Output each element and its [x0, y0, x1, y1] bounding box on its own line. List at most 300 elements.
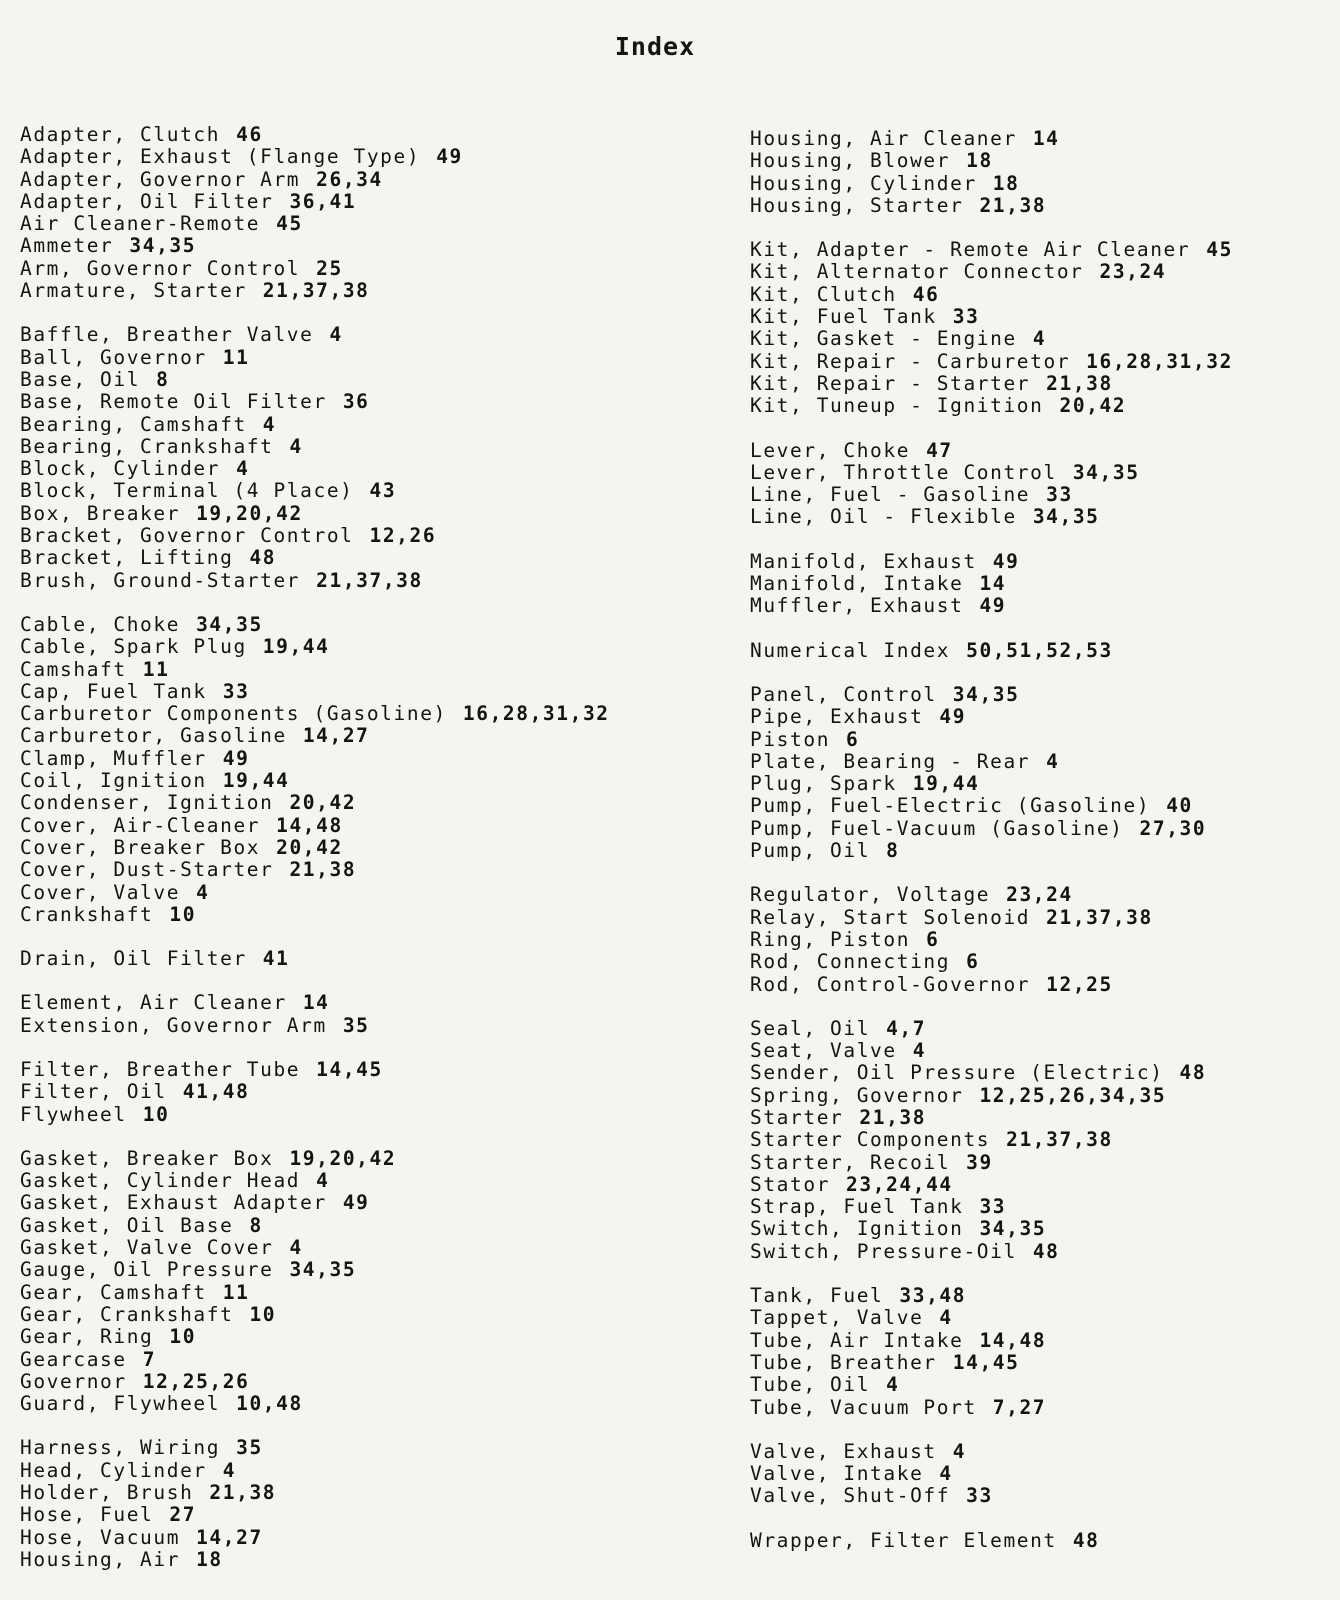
- index-entry: [750, 907, 1233, 929]
- entry-pages: 4: [289, 1236, 303, 1260]
- entry-name: Bearing, Crankshaft: [20, 434, 274, 458]
- index-entry: [20, 1349, 610, 1371]
- entry-pages: 23,24,44: [846, 1172, 953, 1196]
- index-entry: [20, 1059, 610, 1081]
- entry-name: Adapter, Exhaust (Flange Type): [20, 145, 421, 169]
- entry-name: Gasket, Cylinder Head: [20, 1169, 301, 1193]
- index-entry: [20, 347, 610, 369]
- entry-name: Stator: [750, 1172, 831, 1196]
- entry-pages: 4: [1032, 327, 1047, 351]
- entry-name: Element, Air Cleaner: [20, 991, 287, 1015]
- entry-name: Box, Breaker: [20, 501, 181, 525]
- index-group: [20, 1148, 610, 1416]
- entry-pages: 19,20,42: [289, 1146, 397, 1170]
- index-entry: [750, 1397, 1233, 1419]
- index-entry: [20, 213, 610, 235]
- entry-name: Gauge, Oil Pressure: [20, 1258, 274, 1282]
- index-entry: [20, 1304, 610, 1326]
- entry-name: Governor: [20, 1369, 127, 1393]
- page-title: Index: [614, 32, 696, 61]
- entry-name: Kit, Gasket - Engine: [750, 327, 1017, 351]
- entry-name: Kit, Adapter - Remote Air Cleaner: [750, 238, 1191, 262]
- entry-pages: 14,27: [196, 1525, 263, 1549]
- index-entry: [750, 573, 1233, 595]
- entry-name: Tappet, Valve: [750, 1306, 924, 1330]
- entry-name: Rod, Control-Governor: [750, 972, 1031, 996]
- entry-pages: 11: [222, 345, 250, 369]
- entry-name: Ring, Piston: [750, 927, 911, 951]
- entry-pages: 33: [222, 679, 250, 703]
- entry-pages: 14: [1032, 127, 1060, 150]
- entry-pages: 25: [316, 256, 343, 280]
- index-entry: [750, 551, 1233, 573]
- index-entry: [20, 1371, 610, 1393]
- entry-name: Spring, Governor: [750, 1083, 964, 1107]
- index-entry: [750, 1241, 1233, 1263]
- index-entry: [750, 1040, 1233, 1062]
- index-group: [20, 124, 610, 302]
- entry-pages: 12,25,26: [142, 1369, 250, 1393]
- entry-pages: 14: [979, 572, 1007, 596]
- index-entry: [750, 884, 1233, 906]
- index-entry: [750, 195, 1233, 217]
- entry-pages: 10: [249, 1302, 277, 1326]
- entry-pages: 18: [992, 171, 1020, 195]
- entry-name: Kit, Alternator Connector: [750, 260, 1084, 284]
- entry-pages: 35: [342, 1013, 370, 1037]
- entry-name: Cover, Dust-Starter: [20, 858, 274, 882]
- entry-name: Base, Oil: [20, 367, 141, 391]
- entry-pages: 14,48: [276, 813, 343, 837]
- entry-name: Adapter, Governor Arm: [20, 167, 301, 191]
- index-entry: [750, 351, 1233, 373]
- entry-name: Gear, Ring: [20, 1325, 154, 1349]
- entry-name: Rod, Connecting: [750, 950, 951, 974]
- index-entry: [750, 951, 1233, 973]
- entry-pages: 16,28,31,32: [1086, 349, 1233, 373]
- entry-pages: 21,38: [289, 858, 357, 882]
- entry-name: Starter: [750, 1105, 844, 1129]
- index-entry: [750, 239, 1233, 261]
- entry-pages: 14,48: [979, 1328, 1047, 1352]
- entry-pages: 7: [142, 1347, 157, 1371]
- index-entry: [20, 725, 610, 747]
- index-entry: [750, 1107, 1233, 1129]
- index-entry: [20, 436, 610, 458]
- entry-name: Filter, Oil: [20, 1080, 167, 1104]
- index-group: [750, 1441, 1233, 1508]
- index-entry: [20, 815, 610, 837]
- entry-name: Valve, Shut-Off: [750, 1484, 951, 1508]
- index-entry: [20, 480, 610, 502]
- entry-name: Housing, Air Cleaner: [750, 127, 1017, 150]
- entry-name: Kit, Fuel Tank: [750, 305, 937, 329]
- entry-name: Gear, Camshaft: [20, 1280, 207, 1304]
- entry-pages: 11: [142, 657, 170, 681]
- entry-name: Carburetor, Gasoline: [20, 724, 287, 748]
- index-entry: [750, 1441, 1233, 1463]
- entry-name: Housing, Starter: [750, 193, 964, 217]
- entry-name: Brush, Ground-Starter: [20, 568, 301, 592]
- entry-pages: 16,28,31,32: [462, 702, 610, 726]
- index-entry: [20, 1237, 610, 1259]
- entry-name: Air Cleaner-Remote: [20, 212, 261, 236]
- index-group: [750, 884, 1233, 995]
- entry-name: Crankshaft: [20, 902, 154, 926]
- index-entry: [20, 1282, 610, 1304]
- entry-name: Harness, Wiring: [20, 1436, 221, 1460]
- entry-pages: 4: [289, 434, 303, 458]
- index-entry: [20, 1393, 610, 1415]
- index-entry: [750, 595, 1233, 617]
- entry-name: Filter, Breather Tube: [20, 1057, 301, 1081]
- index-entry: [750, 1352, 1233, 1374]
- entry-pages: 48: [1179, 1061, 1207, 1085]
- entry-pages: 35: [236, 1436, 263, 1460]
- entry-name: Holder, Brush: [20, 1481, 194, 1505]
- index-entry: [750, 1196, 1233, 1218]
- index-entry: [750, 1018, 1233, 1040]
- index-entry: [20, 992, 610, 1014]
- index-entry: [750, 818, 1233, 840]
- entry-pages: 6: [966, 950, 980, 974]
- index-entry: [20, 570, 610, 592]
- entry-pages: 41: [262, 947, 290, 971]
- index-entry: [750, 1062, 1233, 1084]
- index-entry: [20, 636, 610, 658]
- entry-name: Block, Cylinder: [20, 457, 221, 481]
- index-group: [20, 948, 610, 970]
- entry-pages: 21,38: [209, 1481, 277, 1505]
- index-entry: [20, 837, 610, 859]
- entry-pages: 50,51,52,53: [966, 638, 1113, 662]
- index-entry: [20, 1170, 610, 1192]
- entry-name: Adapter, Oil Filter: [20, 189, 274, 213]
- entry-name: Ammeter: [20, 234, 114, 258]
- entry-name: Pump, Fuel-Vacuum (Gasoline): [750, 816, 1124, 840]
- entry-pages: 21,38: [979, 193, 1047, 217]
- entry-pages: 36: [342, 390, 370, 414]
- entry-name: Ball, Governor: [20, 345, 207, 369]
- index-entry: [750, 840, 1233, 862]
- entry-pages: 34,35: [952, 682, 1020, 706]
- entry-pages: 33,48: [899, 1284, 967, 1308]
- entry-name: Lever, Throttle Control: [750, 460, 1057, 484]
- entry-pages: 19,44: [262, 635, 330, 659]
- index-entry: [20, 124, 610, 146]
- entry-name: Wrapper, Filter Element: [750, 1528, 1057, 1552]
- entry-pages: 12,25,26,34,35: [979, 1083, 1167, 1107]
- entry-name: Bracket, Governor Control: [20, 524, 354, 548]
- entry-name: Clamp, Muffler: [20, 746, 207, 770]
- index-group: [750, 551, 1233, 618]
- index-entry: [20, 882, 610, 904]
- entry-name: Housing, Air: [20, 1547, 181, 1571]
- entry-name: Base, Remote Oil Filter: [20, 390, 327, 414]
- entry-pages: 4: [939, 1462, 953, 1486]
- entry-pages: 4: [222, 1458, 237, 1482]
- index-entry: [750, 684, 1233, 706]
- entry-pages: 6: [846, 727, 860, 751]
- index-entry: [20, 904, 610, 926]
- entry-pages: 4: [939, 1306, 953, 1330]
- entry-name: Bracket, Lifting: [20, 546, 234, 570]
- entry-name: Seal, Oil: [750, 1016, 871, 1040]
- entry-pages: 23,24: [1006, 883, 1073, 907]
- entry-name: Cable, Choke: [20, 612, 181, 636]
- entry-name: Hose, Fuel: [20, 1503, 154, 1527]
- entry-pages: 39: [966, 1150, 993, 1174]
- entry-pages: 19,20,42: [196, 501, 303, 525]
- index-entry: [20, 770, 610, 792]
- index-group: [750, 1530, 1233, 1552]
- index-group: [750, 239, 1233, 417]
- entry-name: Drain, Oil Filter: [20, 947, 247, 971]
- index-entry: [20, 681, 610, 703]
- entry-pages: 49: [992, 549, 1020, 573]
- index-entry: [750, 1218, 1233, 1240]
- entry-pages: 4: [262, 412, 277, 436]
- index-group: [750, 128, 1233, 217]
- index-entry: [20, 1104, 610, 1126]
- entry-pages: 10: [169, 902, 197, 926]
- entry-pages: 4: [236, 457, 250, 481]
- entry-name: Cable, Spark Plug: [20, 635, 247, 659]
- entry-name: Tube, Breather: [750, 1350, 937, 1374]
- entry-pages: 34,35: [1072, 460, 1140, 484]
- entry-name: Coil, Ignition: [20, 769, 207, 793]
- entry-pages: 18: [196, 1547, 223, 1571]
- entry-name: Housing, Cylinder: [750, 171, 977, 195]
- entry-name: Gearcase: [20, 1347, 127, 1371]
- entry-name: Gasket, Oil Base: [20, 1213, 234, 1237]
- entry-pages: 11: [222, 1280, 250, 1304]
- entry-name: Gasket, Valve Cover: [20, 1236, 274, 1260]
- index-entry: [20, 1259, 610, 1281]
- index-group: [750, 440, 1233, 529]
- index-entry: [20, 1504, 610, 1526]
- index-entry: [20, 948, 610, 970]
- index-entry: [750, 1152, 1233, 1174]
- entry-pages: 21,37,38: [316, 568, 423, 592]
- index-entry: [750, 261, 1233, 283]
- index-entry: [20, 1326, 610, 1348]
- index-entry: [20, 1192, 610, 1214]
- entry-pages: 21,38: [1046, 371, 1113, 395]
- entry-name: Bearing, Camshaft: [20, 412, 247, 436]
- index-entry: [750, 751, 1233, 773]
- index-group: [20, 324, 610, 592]
- index-entry: [20, 414, 610, 436]
- entry-pages: 14,45: [952, 1350, 1020, 1374]
- entry-pages: 23,24: [1099, 260, 1167, 284]
- entry-pages: 14: [302, 991, 330, 1015]
- index-entry: [750, 773, 1233, 795]
- entry-name: Flywheel: [20, 1102, 127, 1126]
- entry-pages: 48: [1072, 1528, 1100, 1552]
- index-entry: [20, 703, 610, 725]
- entry-name: Adapter, Clutch: [20, 123, 221, 146]
- index-entry: [20, 1081, 610, 1103]
- index-column-right: [750, 128, 1233, 1574]
- entry-name: Strap, Fuel Tank: [750, 1195, 964, 1219]
- entry-pages: 20,42: [1059, 394, 1127, 418]
- index-entry: [750, 306, 1233, 328]
- index-entry: [20, 324, 610, 346]
- entry-name: Cap, Fuel Tank: [20, 679, 207, 703]
- entry-pages: 49: [979, 594, 1007, 618]
- index-group: [20, 614, 610, 926]
- entry-pages: 49: [436, 145, 463, 169]
- index-entry: [750, 1374, 1233, 1396]
- index-entry: [750, 1285, 1233, 1307]
- entry-pages: 8: [156, 367, 170, 391]
- index-entry: [20, 503, 610, 525]
- entry-pages: 14,27: [302, 724, 370, 748]
- index-entry: [750, 284, 1233, 306]
- entry-name: Condenser, Ignition: [20, 791, 274, 815]
- entry-name: Pipe, Exhaust: [750, 705, 924, 729]
- entry-pages: 4: [196, 880, 210, 904]
- entry-pages: 34,35: [196, 612, 263, 636]
- entry-name: Lever, Choke: [750, 438, 911, 462]
- entry-name: Line, Oil - Flexible: [750, 505, 1017, 529]
- entry-pages: 4,7: [886, 1016, 927, 1040]
- entry-pages: 8: [249, 1213, 263, 1237]
- entry-name: Tube, Air Intake: [750, 1328, 964, 1352]
- entry-pages: 4: [952, 1439, 967, 1463]
- entry-name: Guard, Flywheel: [20, 1392, 221, 1416]
- entry-name: Armature, Starter: [20, 279, 247, 303]
- entry-pages: 4: [912, 1039, 927, 1063]
- entry-pages: 48: [249, 546, 277, 570]
- entry-name: Manifold, Exhaust: [750, 549, 977, 573]
- entry-name: Block, Terminal (4 Place): [20, 479, 354, 503]
- index-entry: [20, 169, 610, 191]
- entry-name: Starter Components: [750, 1128, 991, 1152]
- entry-pages: 6: [926, 927, 940, 951]
- entry-pages: 49: [222, 746, 250, 770]
- index-entry: [750, 128, 1233, 150]
- index-entry: [750, 640, 1233, 662]
- entry-pages: 40: [1166, 794, 1193, 818]
- entry-name: Tank, Fuel: [750, 1284, 884, 1308]
- entry-pages: 46: [236, 123, 263, 146]
- index-entry: [750, 173, 1233, 195]
- entry-name: Sender, Oil Pressure (Electric): [750, 1061, 1164, 1085]
- index-group: [750, 684, 1233, 862]
- index-entry: [750, 150, 1233, 172]
- index-entry: [750, 395, 1233, 417]
- index-group: [750, 1018, 1233, 1263]
- index-group: [20, 992, 610, 1037]
- index-entry: [20, 191, 610, 213]
- index-entry: [20, 280, 610, 302]
- entry-name: Extension, Governor Arm: [20, 1013, 327, 1037]
- entry-pages: 21,38: [859, 1105, 927, 1129]
- entry-name: Muffler, Exhaust: [750, 594, 964, 618]
- index-entry: [20, 391, 610, 413]
- index-entry: [20, 1148, 610, 1170]
- index-entry: [750, 1485, 1233, 1507]
- entry-pages: 33: [952, 305, 980, 329]
- entry-pages: 19,44: [222, 769, 290, 793]
- index-entry: [20, 146, 610, 168]
- entry-name: Seat, Valve: [750, 1039, 897, 1063]
- index-group: [20, 1059, 610, 1126]
- entry-pages: 27: [169, 1503, 197, 1527]
- entry-pages: 33: [966, 1484, 993, 1508]
- index-entry: [20, 859, 610, 881]
- entry-name: Tube, Oil: [750, 1373, 871, 1397]
- index-entry: [20, 458, 610, 480]
- entry-pages: 36,41: [289, 189, 357, 213]
- entry-pages: 19,44: [912, 772, 980, 796]
- index-entry: [20, 525, 610, 547]
- entry-pages: 12,26: [369, 524, 437, 548]
- entry-pages: 21,37,38: [262, 279, 370, 303]
- entry-name: Gasket, Exhaust Adapter: [20, 1191, 327, 1215]
- entry-name: Tube, Vacuum Port: [750, 1395, 977, 1419]
- index-entry: [750, 729, 1233, 751]
- entry-pages: 20,42: [276, 835, 343, 859]
- entry-name: Valve, Exhaust: [750, 1439, 937, 1463]
- entry-pages: 21,37,38: [1046, 905, 1153, 929]
- entry-name: Relay, Start Solenoid: [750, 905, 1031, 929]
- entry-pages: 45: [1206, 238, 1233, 262]
- entry-pages: 4: [886, 1373, 900, 1397]
- entry-name: Starter, Recoil: [750, 1150, 951, 1174]
- entry-name: Valve, Intake: [750, 1462, 924, 1486]
- entry-name: Head, Cylinder: [20, 1458, 207, 1482]
- index-entry: [750, 795, 1233, 817]
- entry-name: Kit, Clutch: [750, 282, 897, 306]
- index-entry: [20, 1215, 610, 1237]
- entry-name: Arm, Governor Control: [20, 256, 301, 280]
- index-entry: [20, 547, 610, 569]
- entry-name: Pump, Fuel-Electric (Gasoline): [750, 794, 1151, 818]
- index-entry: [750, 1463, 1233, 1485]
- index-entry: [750, 373, 1233, 395]
- entry-pages: 43: [369, 479, 397, 503]
- index-entry: [20, 1549, 610, 1571]
- index-entry: [20, 1015, 610, 1037]
- entry-name: Kit, Tuneup - Ignition: [750, 394, 1044, 418]
- index-entry: [750, 440, 1233, 462]
- entry-name: Manifold, Intake: [750, 572, 964, 596]
- entry-name: Baffle, Breather Valve: [20, 323, 314, 347]
- index-group: [750, 1285, 1233, 1419]
- entry-pages: 20,42: [289, 791, 357, 815]
- entry-name: Switch, Ignition: [750, 1217, 964, 1241]
- index-entry: [750, 974, 1233, 996]
- entry-pages: 26,34: [316, 167, 383, 191]
- index-entry: [750, 506, 1233, 528]
- entry-name: Kit, Repair - Carburetor: [750, 349, 1071, 373]
- index-entry: [20, 1460, 610, 1482]
- entry-name: Regulator, Voltage: [750, 883, 991, 907]
- entry-pages: 41,48: [182, 1080, 250, 1104]
- entry-pages: 49: [939, 705, 967, 729]
- index-entry: [750, 1307, 1233, 1329]
- entry-pages: 18: [966, 149, 993, 173]
- index-entry: [750, 1085, 1233, 1107]
- index-entry: [750, 462, 1233, 484]
- index-entry: [20, 258, 610, 280]
- entry-pages: 4: [1046, 749, 1060, 773]
- entry-pages: 34,35: [1032, 505, 1100, 529]
- entry-name: Cover, Breaker Box: [20, 835, 261, 859]
